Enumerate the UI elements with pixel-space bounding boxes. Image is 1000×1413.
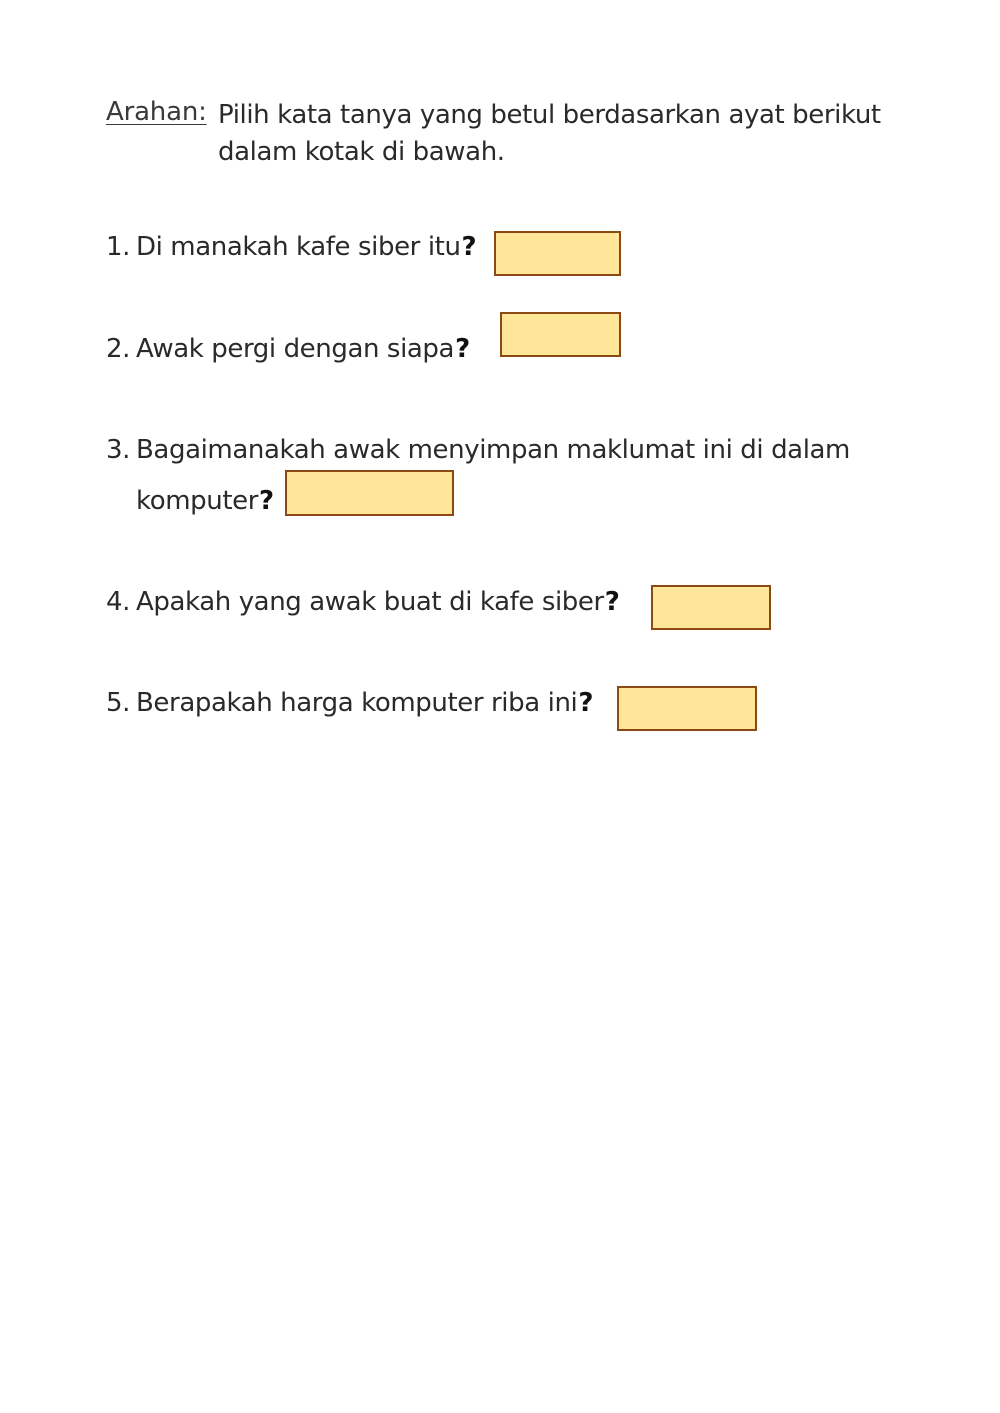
question-1 <box>106 229 476 265</box>
question-4 <box>106 584 619 620</box>
question-5 <box>106 685 593 721</box>
answer-box-5[interactable] <box>617 686 757 731</box>
question-number: 1. <box>106 232 131 262</box>
question-mark: ? <box>604 587 620 617</box>
question-number: 3. <box>106 435 131 465</box>
question-text: komputer <box>136 486 259 516</box>
question-text: Awak pergi dengan siapa <box>136 334 455 364</box>
question-2 <box>106 331 470 367</box>
question-text: Di manakah kafe siber itu <box>136 232 461 262</box>
instruction-text: Pilih kata tanya yang betul berdasarkan ayat berikut dalam kotak di bawah. <box>218 100 881 167</box>
instruction-label: Arahan: <box>106 97 207 127</box>
question-text: Bagaimanakah awak menyimpan maklumat ini di dalam <box>136 435 850 465</box>
answer-box-3[interactable] <box>285 470 454 516</box>
question-mark: ? <box>259 486 274 516</box>
question-3-continued <box>136 483 274 519</box>
answer-box-1[interactable] <box>494 231 621 276</box>
question-number: 2. <box>106 334 131 364</box>
question-mark: ? <box>455 334 470 364</box>
question-number: 4. <box>106 587 131 617</box>
answer-box-4[interactable] <box>651 585 771 630</box>
question-mark: ? <box>578 688 594 718</box>
question-text: Apakah yang awak buat di kafe siber <box>136 587 604 617</box>
question-mark: ? <box>461 232 477 262</box>
question-text: Berapakah harga komputer riba ini <box>136 688 578 718</box>
answer-box-2[interactable] <box>500 312 621 357</box>
question-3 <box>106 432 850 468</box>
question-number: 5. <box>106 688 131 718</box>
